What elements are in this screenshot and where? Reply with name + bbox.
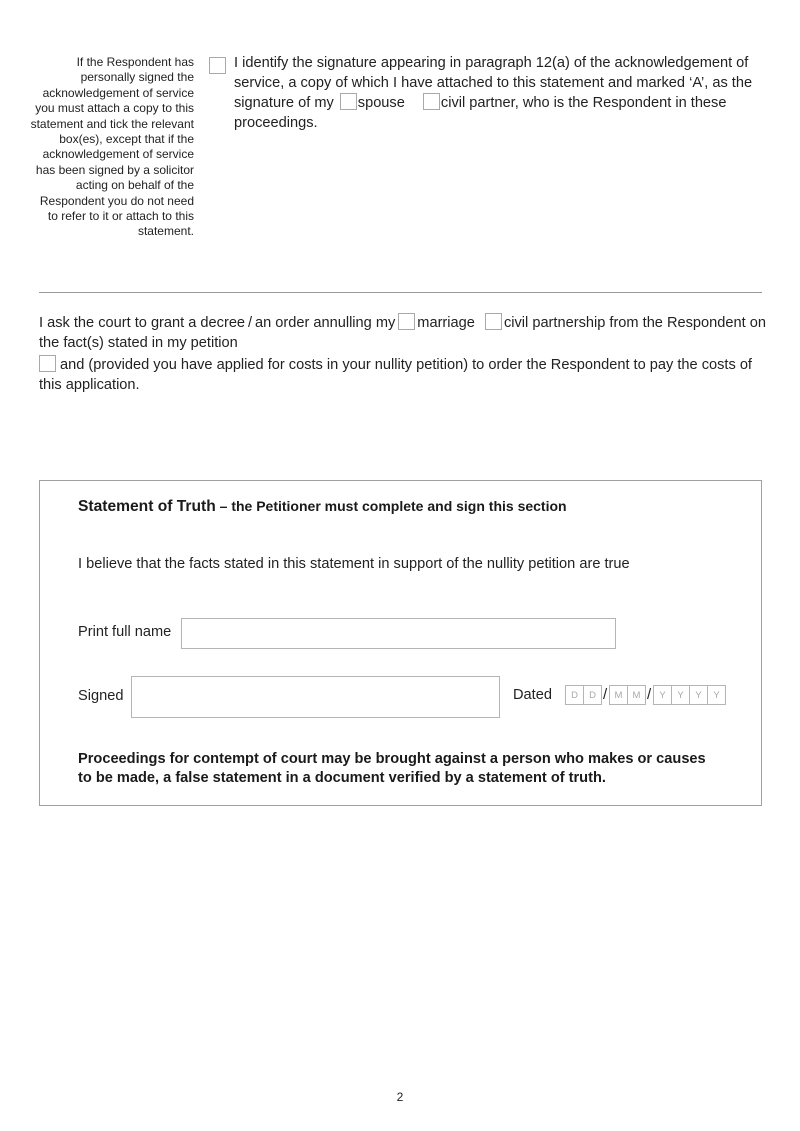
section-divider	[39, 292, 762, 293]
belief-statement: I believe that the facts stated in this statement in support of the nullity petition are true	[78, 556, 630, 572]
date-separator: /	[603, 686, 608, 703]
date-day-digit-1[interactable]: D	[565, 685, 584, 705]
decree-request-section	[39, 313, 769, 397]
spouse-checkbox[interactable]	[340, 93, 357, 110]
civil-partnership-checkbox[interactable]	[485, 313, 502, 330]
spouse-label: spouse	[357, 95, 405, 112]
dated-label: Dated	[513, 687, 552, 703]
statement-of-truth-heading: Statement of Truth	[78, 498, 216, 515]
date-year-digit-2[interactable]: Y	[671, 685, 690, 705]
costs-label: and (provided you have applied for costs in your nullity petition) to order the Respondent to pay the costs of this application.	[39, 357, 752, 393]
decree-request-text: I ask the court to grant a decree / an order annulling my	[39, 315, 396, 331]
date-year-digit-1[interactable]: Y	[653, 685, 672, 705]
identify-signature-statement	[234, 54, 764, 133]
date-input-group	[565, 685, 725, 705]
date-year-digit-3[interactable]: Y	[689, 685, 708, 705]
signed-label: Signed	[78, 688, 124, 704]
marriage-label: marriage	[417, 315, 475, 331]
civil-partner-checkbox[interactable]	[423, 93, 440, 110]
statement-of-truth-title	[78, 498, 567, 516]
statement-of-truth-subheading: – the Petitioner must complete and sign this section	[215, 498, 567, 514]
page-number: 2	[396, 1090, 404, 1104]
date-month-digit-1[interactable]: M	[609, 685, 628, 705]
signature-field[interactable]	[131, 676, 500, 718]
statement-of-truth-box	[39, 480, 762, 806]
date-separator: /	[647, 686, 652, 703]
contempt-warning: Proceedings for contempt of court may be brought against a person who makes or causes to be made, a false statement in a document verified by a statement of truth.	[78, 751, 706, 786]
identify-signature-checkbox[interactable]	[209, 57, 226, 74]
costs-paragraph	[39, 355, 769, 395]
print-full-name-label: Print full name	[78, 624, 172, 640]
costs-checkbox[interactable]	[39, 355, 56, 372]
marriage-checkbox[interactable]	[398, 313, 415, 330]
identify-signature-text: I identify the signature appearing in paragraph 12(a) of the acknowledgement of service, a copy of which I have attached to this statement and marked ‘A’, as the signature of my	[234, 55, 753, 112]
civil-partnership-label: civil partnership from the Respondent on the fact(s) stated in my petition	[39, 315, 766, 351]
full-name-input[interactable]	[181, 618, 616, 649]
date-year-digit-4[interactable]: Y	[707, 685, 726, 705]
date-day-digit-2[interactable]: D	[583, 685, 602, 705]
respondent-signature-guidance: If the Respondent has personally signed the acknowledgement of service you must attach a copy to this statement and tick the relevant box(es), except that if the acknowledgement of service has been signed by a solicitor acting on behalf of the Respondent you do not need to refer to it or attach to this statement.	[30, 55, 194, 239]
decree-request-paragraph	[39, 313, 769, 353]
date-month-digit-2[interactable]: M	[627, 685, 646, 705]
civil-partner-label: civil partner, who is the Respondent in these proceedings.	[234, 95, 727, 131]
